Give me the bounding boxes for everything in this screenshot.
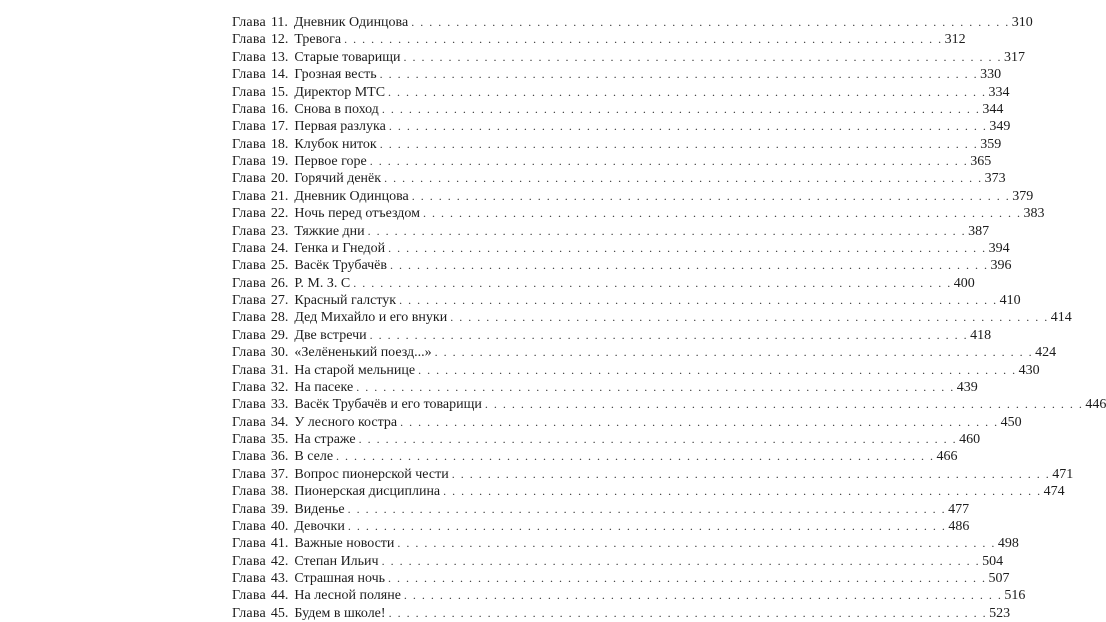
toc-entry	[232, 292, 1021, 309]
dot-leader	[356, 379, 955, 396]
dot-leader	[435, 344, 1034, 361]
toc-entry	[232, 101, 1004, 118]
chapter-word: Глава	[232, 101, 266, 117]
dot-leader	[404, 587, 1003, 604]
toc-entry	[232, 240, 1010, 257]
chapter-number: 21.	[270, 188, 289, 204]
chapter-number: 20.	[270, 171, 289, 187]
chapter-number: 33.	[270, 397, 289, 413]
chapter-word: Глава	[232, 553, 266, 569]
toc-entry	[232, 414, 1022, 431]
chapter-word: Глава	[232, 275, 266, 291]
toc-entry	[232, 205, 1045, 222]
chapter-number: 26.	[270, 275, 289, 291]
toc-entry	[232, 153, 992, 170]
chapter-number: 43.	[270, 571, 289, 586]
chapter-word: Глава	[232, 327, 266, 343]
chapter-number: 24.	[270, 240, 289, 256]
page-number: 310	[1011, 15, 1033, 30]
chapter-number: 13.	[270, 49, 289, 65]
chapter-word: Глава	[232, 154, 266, 169]
page-number: 349	[989, 119, 1011, 135]
toc-entry	[232, 535, 1019, 552]
dot-leader	[397, 535, 996, 552]
chapter-number: 17.	[270, 119, 289, 135]
chapter-word: Глава	[232, 240, 266, 256]
dot-leader	[359, 431, 958, 448]
chapter-title: Клубок ниток	[294, 136, 377, 152]
toc-entry	[232, 257, 1012, 274]
page-number: 460	[959, 432, 981, 447]
chapter-word: Глава	[232, 588, 266, 604]
page-number: 330	[980, 67, 1002, 83]
chapter-word: Глава	[232, 84, 266, 100]
dot-leader	[370, 327, 969, 344]
chapter-number: 40.	[270, 518, 289, 534]
dot-leader	[443, 483, 1042, 500]
toc-entry	[232, 275, 975, 292]
chapter-word: Глава	[232, 414, 266, 430]
chapter-title: «Зелёненький поезд...»	[294, 345, 432, 361]
chapter-word: Глава	[232, 67, 266, 83]
chapter-title: Директор МТС	[294, 84, 386, 100]
chapter-title: Две встречи	[294, 327, 367, 343]
chapter-title: Первое горе	[294, 154, 367, 169]
chapter-number: 31.	[270, 362, 289, 378]
page-number: 379	[1012, 188, 1034, 204]
dot-leader	[390, 257, 989, 274]
chapter-title: Горячий денёк	[294, 171, 382, 187]
chapter-title: Старые товарищи	[294, 49, 401, 65]
toc-entry	[232, 396, 1106, 413]
chapter-number: 35.	[270, 432, 289, 447]
chapter-title: Дневник Одинцова	[294, 188, 409, 204]
dot-leader	[368, 223, 967, 240]
page-number: 446	[1085, 397, 1106, 413]
chapter-number: 22.	[270, 206, 289, 222]
chapter-word: Глава	[232, 536, 266, 552]
page-number: 317	[1004, 49, 1026, 65]
dot-leader	[384, 170, 983, 187]
toc-entry	[232, 362, 1040, 379]
chapter-word: Глава	[232, 136, 266, 152]
toc-entry	[232, 553, 1004, 570]
chapter-number: 32.	[270, 379, 289, 395]
chapter-word: Глава	[232, 501, 266, 517]
page-number: 410	[999, 293, 1021, 308]
chapter-word: Глава	[232, 432, 266, 447]
page-number: 418	[970, 327, 992, 343]
chapter-title: На старой мельнице	[294, 362, 416, 378]
chapter-word: Глава	[232, 49, 266, 65]
dot-leader	[382, 553, 981, 570]
toc-entry	[232, 605, 1011, 622]
chapter-word: Глава	[232, 379, 266, 395]
dot-leader	[450, 309, 1049, 326]
chapter-title: На лесной поляне	[294, 588, 401, 604]
dot-leader	[380, 66, 979, 83]
chapter-number: 11.	[270, 15, 288, 30]
toc-entry	[232, 466, 1074, 483]
chapter-number: 12.	[270, 32, 289, 48]
chapter-number: 29.	[270, 327, 289, 343]
dot-leader	[400, 414, 999, 431]
chapter-word: Глава	[232, 15, 266, 30]
dot-leader	[353, 275, 952, 292]
chapter-title: На пасеке	[294, 379, 354, 395]
chapter-title: Ночь перед отъездом	[294, 206, 420, 222]
toc-entry	[232, 570, 1010, 587]
chapter-title: Грозная весть	[294, 67, 377, 83]
chapter-title: Вопрос пионерской чести	[294, 466, 449, 482]
page-number: 396	[990, 258, 1012, 274]
toc-entry	[232, 188, 1034, 205]
chapter-word: Глава	[232, 397, 266, 413]
toc-entry	[232, 518, 970, 535]
chapter-number: 34.	[270, 414, 289, 430]
page-number: 516	[1004, 588, 1026, 604]
chapter-title: Васёк Трубачёв и его товарищи	[294, 397, 482, 413]
chapter-word: Глава	[232, 310, 266, 326]
dot-leader	[389, 605, 988, 622]
chapter-word: Глава	[232, 605, 266, 621]
chapter-word: Глава	[232, 119, 266, 135]
chapter-title: Красный галстук	[294, 293, 397, 308]
chapter-title: Дневник Одинцова	[293, 15, 409, 30]
toc-entry	[232, 223, 990, 240]
page-number: 334	[988, 84, 1010, 100]
dot-leader	[388, 84, 987, 101]
dot-leader	[452, 466, 1051, 483]
dot-leader	[388, 570, 987, 587]
chapter-title: Виденье	[294, 501, 345, 517]
dot-leader	[418, 362, 1017, 379]
dot-leader	[388, 240, 987, 257]
page-number: 466	[936, 449, 958, 465]
chapter-word: Глава	[232, 518, 266, 534]
page-number: 387	[968, 223, 990, 239]
toc-entry	[232, 501, 970, 518]
chapter-word: Глава	[232, 223, 266, 239]
toc-entry	[232, 327, 992, 344]
chapter-number: 27.	[270, 293, 289, 308]
toc-entry	[232, 66, 1002, 83]
chapter-number: 23.	[270, 223, 289, 239]
toc-entry	[232, 170, 1006, 187]
chapter-title: Страшная ночь	[294, 571, 386, 586]
toc-entry	[232, 431, 981, 448]
chapter-number: 25.	[270, 258, 289, 274]
chapter-word: Глава	[232, 345, 266, 361]
chapter-title: Тяжкие дни	[294, 223, 365, 239]
chapter-number: 44.	[270, 588, 289, 604]
page-number: 523	[989, 605, 1011, 621]
chapter-title: В селе	[294, 449, 334, 465]
chapter-title: Девочки	[294, 518, 345, 534]
toc-entry	[232, 136, 1002, 153]
chapter-word: Глава	[232, 32, 266, 48]
toc-entry	[232, 344, 1057, 361]
page-number: 486	[948, 518, 970, 534]
chapter-number: 19.	[270, 154, 289, 169]
chapter-word: Глава	[232, 206, 266, 222]
chapter-title: Первая разлука	[294, 119, 386, 135]
chapter-title: На страже	[294, 432, 356, 447]
table-of-contents	[232, 14, 1106, 622]
chapter-number: 14.	[270, 67, 289, 83]
chapter-word: Глава	[232, 188, 266, 204]
chapter-title: Дед Михайло и его внуки	[294, 310, 448, 326]
dot-leader	[336, 448, 935, 465]
chapter-title: Важные новости	[294, 536, 395, 552]
chapter-number: 28.	[270, 310, 289, 326]
chapter-word: Глава	[232, 293, 266, 308]
dot-leader	[348, 518, 947, 535]
toc-entry	[232, 379, 978, 396]
dot-leader	[412, 188, 1011, 205]
chapter-word: Глава	[232, 571, 266, 586]
page-number: 373	[984, 171, 1006, 187]
chapter-title: Снова в поход	[294, 101, 379, 117]
chapter-word: Глава	[232, 258, 266, 274]
toc-entry	[232, 448, 958, 465]
dot-leader	[382, 101, 981, 118]
chapter-title: Пионерская дисциплина	[294, 484, 441, 500]
chapter-word: Глава	[232, 449, 266, 465]
chapter-word: Глава	[232, 484, 266, 500]
dot-leader	[485, 396, 1084, 413]
dot-leader	[348, 501, 947, 518]
chapter-number: 18.	[270, 136, 289, 152]
dot-leader	[423, 205, 1022, 222]
chapter-title: Генка и Гнедой	[294, 240, 386, 256]
dot-leader	[411, 14, 1010, 31]
toc-entry	[232, 309, 1072, 326]
dot-leader	[370, 153, 969, 170]
chapter-word: Глава	[232, 362, 266, 378]
page-number: 359	[980, 136, 1002, 152]
page-number: 414	[1050, 310, 1072, 326]
page-number: 450	[1000, 414, 1022, 430]
page-number: 400	[953, 275, 975, 291]
page-number: 474	[1043, 484, 1065, 500]
page-number: 344	[982, 101, 1004, 117]
page-number: 430	[1018, 362, 1040, 378]
chapter-number: 38.	[270, 484, 289, 500]
toc-entry	[232, 49, 1026, 66]
dot-leader	[344, 31, 943, 48]
page-number: 504	[982, 553, 1004, 569]
page-number: 498	[997, 536, 1019, 552]
page-number: 365	[970, 154, 992, 169]
chapter-word: Глава	[232, 171, 266, 187]
chapter-number: 39.	[270, 501, 289, 517]
chapter-title: Васёк Трубачёв	[294, 258, 387, 274]
chapter-number: 37.	[270, 466, 289, 482]
chapter-number: 30.	[270, 345, 289, 361]
page-number: 383	[1023, 206, 1045, 222]
dot-leader	[399, 292, 998, 309]
page-number: 394	[988, 240, 1010, 256]
chapter-title: Будем в школе!	[294, 605, 386, 621]
chapter-number: 16.	[270, 101, 289, 117]
chapter-number: 36.	[270, 449, 289, 465]
chapter-title: Степан Ильич	[294, 553, 379, 569]
chapter-number: 41.	[270, 536, 289, 552]
page-number: 507	[988, 571, 1010, 586]
dot-leader	[380, 136, 979, 153]
dot-leader	[404, 49, 1003, 66]
page-number: 312	[944, 32, 966, 48]
page-number: 477	[948, 501, 970, 517]
chapter-number: 45.	[270, 605, 289, 621]
toc-entry	[232, 84, 1010, 101]
toc-entry	[232, 118, 1011, 135]
chapter-number: 42.	[270, 553, 289, 569]
page-number: 424	[1035, 345, 1057, 361]
toc-entry	[232, 587, 1026, 604]
page-number: 471	[1052, 466, 1074, 482]
toc-entry	[232, 31, 966, 48]
chapter-title: Тревога	[294, 32, 342, 48]
chapter-title: У лесного костра	[294, 414, 398, 430]
dot-leader	[389, 118, 988, 135]
chapter-number: 15.	[270, 84, 289, 100]
chapter-word: Глава	[232, 466, 266, 482]
chapter-title: Р. М. З. С	[294, 275, 351, 291]
toc-entry	[232, 14, 1033, 31]
toc-entry	[232, 483, 1065, 500]
page-number: 439	[956, 379, 978, 395]
